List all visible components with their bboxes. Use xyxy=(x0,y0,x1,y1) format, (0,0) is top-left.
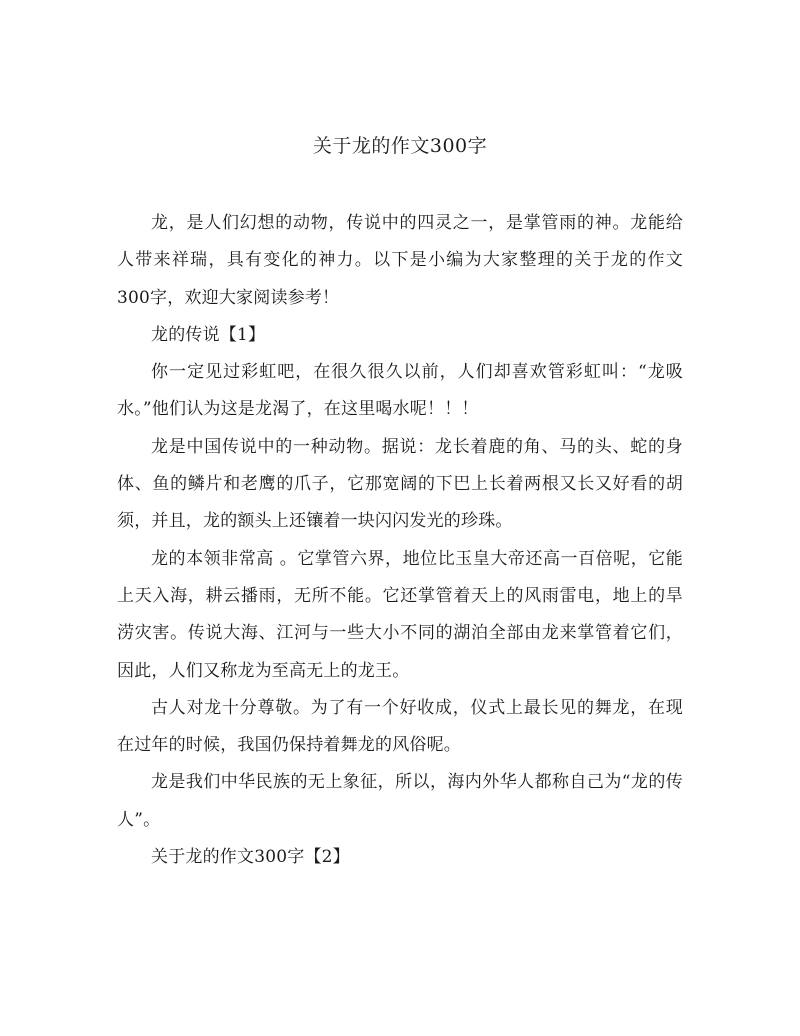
intro-paragraph: 龙，是人们幻想的动物，传说中的四灵之一，是掌管雨的神。龙能给人带来祥瑞，具有变化的神力。以下是小编为大家整理的关于龙的作文300字，欢迎大家阅读参考！ xyxy=(117,213,683,308)
body-paragraph: 龙是中国传说中的一种动物。据说：龙长着鹿的角、马的头、蛇的身体、鱼的鳞片和老鹰的爪子，它那宽阔的下巴上长着两根又长又好看的胡须，并且，龙的额头上还镶着一块闪闪发光的珍珠。 xyxy=(117,436,683,532)
body-paragraph: 龙是我们中华民族的无上象征，所以，海内外华人都称自己为“龙的传人”。 xyxy=(117,772,683,830)
section-heading-2: 关于龙的作文300字【2】 xyxy=(151,847,350,868)
body-paragraph: 你一定见过彩虹吧，在很久很久以前，人们却喜欢管彩虹叫：“龙吸水。”他们认为这是龙渴了，在这里喝水呢！！！ xyxy=(117,362,683,420)
section-heading-1: 龙的传说【1】 xyxy=(151,324,266,345)
document-title: 关于龙的作文300字 xyxy=(312,135,488,157)
body-paragraph: 古人对龙十分尊敬。为了有一个好收成，仪式上最长见的舞龙，在现在过年的时候，我国仍保持着舞龙的风俗呢。 xyxy=(117,697,683,756)
document-body xyxy=(117,205,683,876)
body-paragraph: 龙的本领非常高 。它掌管六界，地位比玉皇大帝还高一百倍呢，它能上天入海，耕云播雨，无所不能。它还掌管着天上的风雨雷电，地上的旱涝灾害。传说大海、江河与一些大小不同的湖泊全部由龙来掌管着它们，因此，人们又称龙为至高无上的龙王。 xyxy=(117,548,683,681)
